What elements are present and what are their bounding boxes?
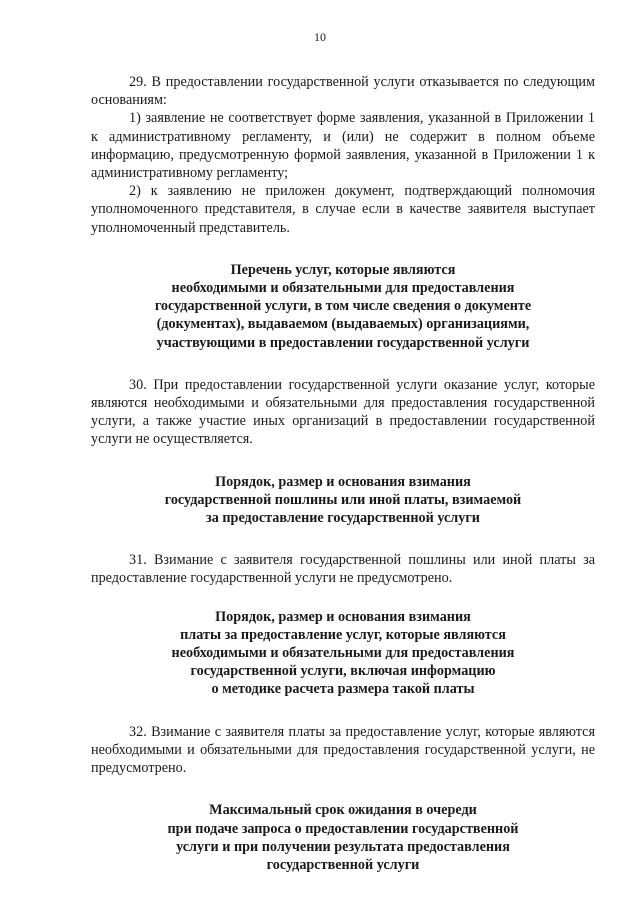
heading-line: участвующими в предоставлении государственной услуги [156,334,530,351]
heading-line: платы за предоставление услуг, которые являются [180,626,506,643]
section-heading-state-fee [91,473,595,528]
heading-line: государственной пошлины или иной платы, взимаемой [164,491,522,508]
heading-line: необходимыми и обязательными для предоставления [171,645,515,662]
item-31-paragraph: 31. Взимание с заявителя государственной пошлины или иной платы за предоставление государственной услуги не предусмотрено. [91,552,595,587]
heading-line: услуги и при получении результата предоставления [176,838,510,855]
heading-line: Максимальный срок ожидания в очереди [209,802,477,819]
item-29-point-1: 1) заявление не соответствует форме заявления, указанной в Приложении 1 к административному регламенту, и (или) не содержит в полном объеме информацию, предусмотренную формой заявления, указанной в Приложении 1 к административному регламенту; [91,110,595,182]
item-29-point-2: 2) к заявлению не приложен документ, подтверждающий полномочия уполномоченного представителя, в случае если в качестве заявителя выступает уполномоченный представитель. [91,183,595,236]
section-heading-queue-time [91,801,595,874]
heading-line: Порядок, размер и основания взимания [215,608,471,625]
heading-line: при подаче запроса о предоставлении государственной [167,820,519,837]
page-number: 10 [314,30,326,44]
heading-line: необходимыми и обязательными для предоставления [171,280,515,297]
heading-line: государственной услуги [266,856,420,873]
document-body [91,73,595,874]
heading-line: за предоставление государственной услуги [206,510,480,527]
item-32-paragraph: 32. Взимание с заявителя платы за предоставление услуг, которые являются необходимыми и обязательными для предоставления государственной услуги, не предусмотрено. [91,723,595,777]
heading-line: Перечень услуг, которые являются [230,261,456,278]
item-30-paragraph: 30. При предоставлении государственной услуги оказание услуг, которые являются необходимыми и обязательными для предоставления государственной услуги, а также участие иных организаций в предоставлении государственной услуги не осуществляется. [91,376,595,448]
heading-line: (документах), выдаваемом (выдаваемых) организациями, [156,316,530,333]
section-heading-service-fee [91,608,595,699]
heading-line: Порядок, размер и основания взимания [215,473,471,490]
heading-line: государственной услуги, в том числе сведения о документе [154,298,532,315]
heading-line: государственной услуги, включая информацию [190,663,496,680]
item-29-intro: 29. В предоставлении государственной услуги отказывается по следующим основаниям: [91,74,595,109]
heading-line: о методике расчета размера такой платы [211,681,475,698]
section-heading-services-list [91,261,595,352]
